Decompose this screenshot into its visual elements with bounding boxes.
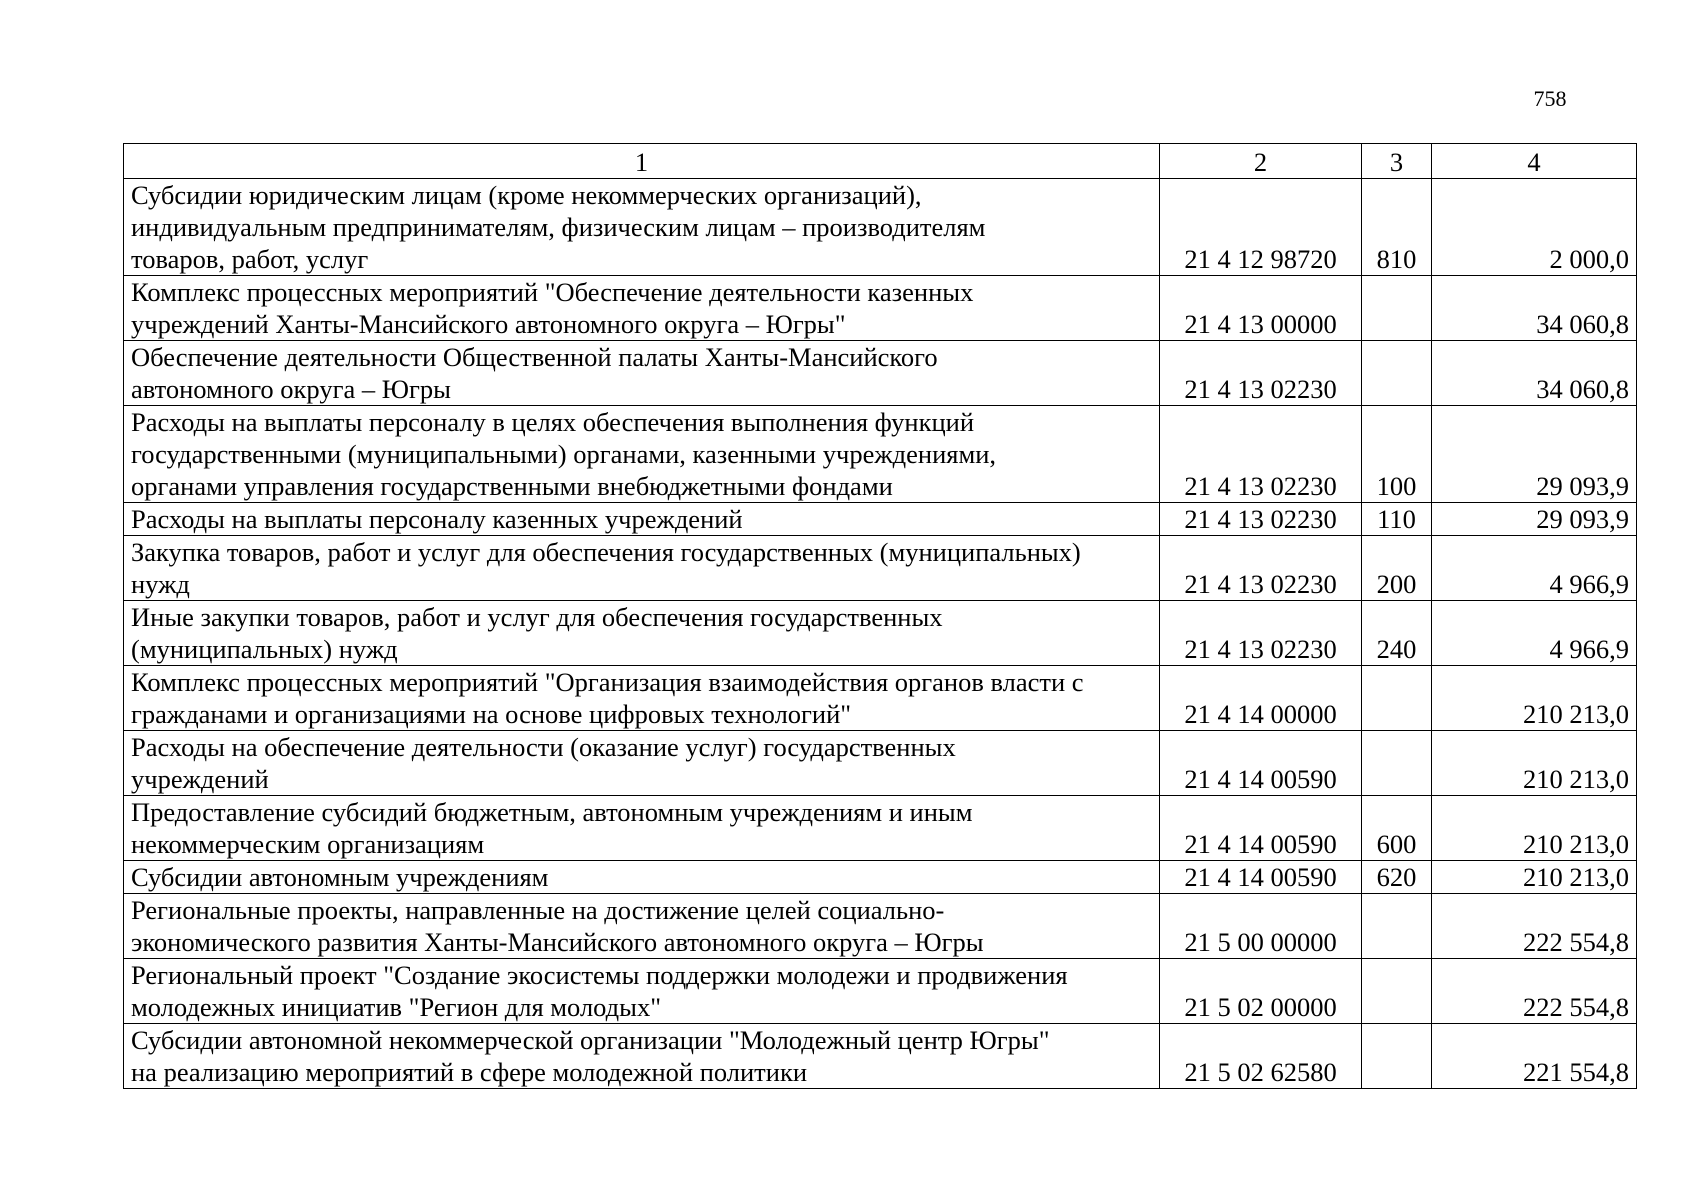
row-type <box>1362 666 1432 731</box>
row-amount: 210 213,0 <box>1432 666 1637 731</box>
row-type <box>1362 731 1432 796</box>
row-name-text: Комплекс процессных мероприятий "Организация взаимодействия органов власти с гражданами и организациями на основе цифровых технологий" <box>131 667 1084 729</box>
row-code: 21 5 02 62580 <box>1160 1024 1362 1089</box>
row-code: 21 4 13 02230 <box>1160 601 1362 666</box>
row-amount: 222 554,8 <box>1432 894 1637 959</box>
row-name <box>124 1024 1160 1089</box>
row-type <box>1362 341 1432 406</box>
row-type <box>1362 1024 1432 1089</box>
row-amount: 34 060,8 <box>1432 276 1637 341</box>
row-type <box>1362 894 1432 959</box>
row-name <box>124 959 1160 1024</box>
row-code: 21 4 13 02230 <box>1160 503 1362 536</box>
table-row <box>124 666 1637 731</box>
table-row <box>124 536 1637 601</box>
row-name <box>124 731 1160 796</box>
header-row <box>124 144 1637 179</box>
row-name-text: Расходы на выплаты персоналу казенных учреждений <box>131 504 743 534</box>
row-code: 21 4 14 00000 <box>1160 666 1362 731</box>
row-name-text: Субсидии юридическим лицам (кроме некоммерческих организаций), индивидуальным предпринимателям, физическим лицам – производителям товаров, работ, услуг <box>131 180 986 274</box>
row-type <box>1362 959 1432 1024</box>
row-name <box>124 796 1160 861</box>
row-code: 21 4 13 02230 <box>1160 341 1362 406</box>
row-name <box>124 179 1160 276</box>
row-type: 110 <box>1362 503 1432 536</box>
table-row <box>124 406 1637 503</box>
table-row <box>124 731 1637 796</box>
table-row <box>124 601 1637 666</box>
header-col-2: 2 <box>1160 144 1362 179</box>
table-row <box>124 894 1637 959</box>
table-row <box>124 1024 1637 1089</box>
table-header <box>124 144 1637 179</box>
row-amount: 210 213,0 <box>1432 861 1637 894</box>
table-row <box>124 276 1637 341</box>
row-name <box>124 601 1160 666</box>
row-code: 21 4 13 02230 <box>1160 406 1362 503</box>
header-col-4: 4 <box>1432 144 1637 179</box>
row-type: 810 <box>1362 179 1432 276</box>
row-name-text: Комплекс процессных мероприятий "Обеспечение деятельности казенных учреждений Ханты-Мансийского автономного округа – Югры" <box>131 277 974 339</box>
row-amount: 2 000,0 <box>1432 179 1637 276</box>
row-type: 100 <box>1362 406 1432 503</box>
header-col-3: 3 <box>1362 144 1432 179</box>
row-code: 21 4 13 02230 <box>1160 536 1362 601</box>
table-body <box>124 179 1637 1089</box>
row-code: 21 5 00 00000 <box>1160 894 1362 959</box>
row-type: 240 <box>1362 601 1432 666</box>
page-number: 758 <box>1533 86 1567 111</box>
table-row <box>124 179 1637 276</box>
row-amount: 4 966,9 <box>1432 601 1637 666</box>
row-name <box>124 341 1160 406</box>
row-amount: 210 213,0 <box>1432 731 1637 796</box>
table-row <box>124 959 1637 1024</box>
row-code: 21 4 14 00590 <box>1160 861 1362 894</box>
row-name <box>124 536 1160 601</box>
row-name <box>124 276 1160 341</box>
header-col-1: 1 <box>124 144 1160 179</box>
row-name <box>124 503 1160 536</box>
row-amount: 29 093,9 <box>1432 503 1637 536</box>
row-amount: 210 213,0 <box>1432 796 1637 861</box>
row-amount: 34 060,8 <box>1432 341 1637 406</box>
row-name-text: Расходы на обеспечение деятельности (оказание услуг) государственных учреждений <box>131 732 956 794</box>
row-type: 200 <box>1362 536 1432 601</box>
row-type <box>1362 276 1432 341</box>
row-code: 21 5 02 00000 <box>1160 959 1362 1024</box>
row-name <box>124 666 1160 731</box>
table-row <box>124 796 1637 861</box>
row-amount: 29 093,9 <box>1432 406 1637 503</box>
row-name-text: Субсидии автономным учреждениям <box>131 862 549 892</box>
table-row <box>124 503 1637 536</box>
table-row <box>124 861 1637 894</box>
row-name-text: Иные закупки товаров, работ и услуг для обеспечения государственных (муниципальных) нужд <box>131 602 943 664</box>
row-name-text: Предоставление субсидий бюджетным, автономным учреждениям и иным некоммерческим организациям <box>131 797 973 859</box>
row-amount: 4 966,9 <box>1432 536 1637 601</box>
row-name <box>124 406 1160 503</box>
row-code: 21 4 12 98720 <box>1160 179 1362 276</box>
row-name-text: Обеспечение деятельности Общественной палаты Ханты-Мансийского автономного округа – Югры <box>131 342 938 404</box>
row-code: 21 4 14 00590 <box>1160 731 1362 796</box>
row-type: 620 <box>1362 861 1432 894</box>
row-code: 21 4 14 00590 <box>1160 796 1362 861</box>
row-name-text: Региональный проект "Создание экосистемы поддержки молодежи и продвижения молодежных инициатив "Регион для молодых" <box>131 960 1068 1022</box>
row-amount: 222 554,8 <box>1432 959 1637 1024</box>
row-name-text: Региональные проекты, направленные на достижение целей социально- экономического развития Ханты-Мансийского автономного округа – Югры <box>131 895 984 957</box>
row-name-text: Расходы на выплаты персоналу в целях обеспечения выполнения функций государственными (муниципальными) органами, казенными учреждениями, органами управления государственными внебюджетными фондами <box>131 407 997 501</box>
row-name <box>124 861 1160 894</box>
row-type: 600 <box>1362 796 1432 861</box>
row-name-text: Закупка товаров, работ и услуг для обеспечения государственных (муниципальных) нужд <box>131 537 1081 599</box>
budget-table <box>123 143 1637 1089</box>
table-row <box>124 341 1637 406</box>
row-amount: 221 554,8 <box>1432 1024 1637 1089</box>
row-name <box>124 894 1160 959</box>
row-name-text: Субсидии автономной некоммерческой организации "Молодежный центр Югры" на реализацию мероприятий в сфере молодежной политики <box>131 1025 1050 1087</box>
row-code: 21 4 13 00000 <box>1160 276 1362 341</box>
